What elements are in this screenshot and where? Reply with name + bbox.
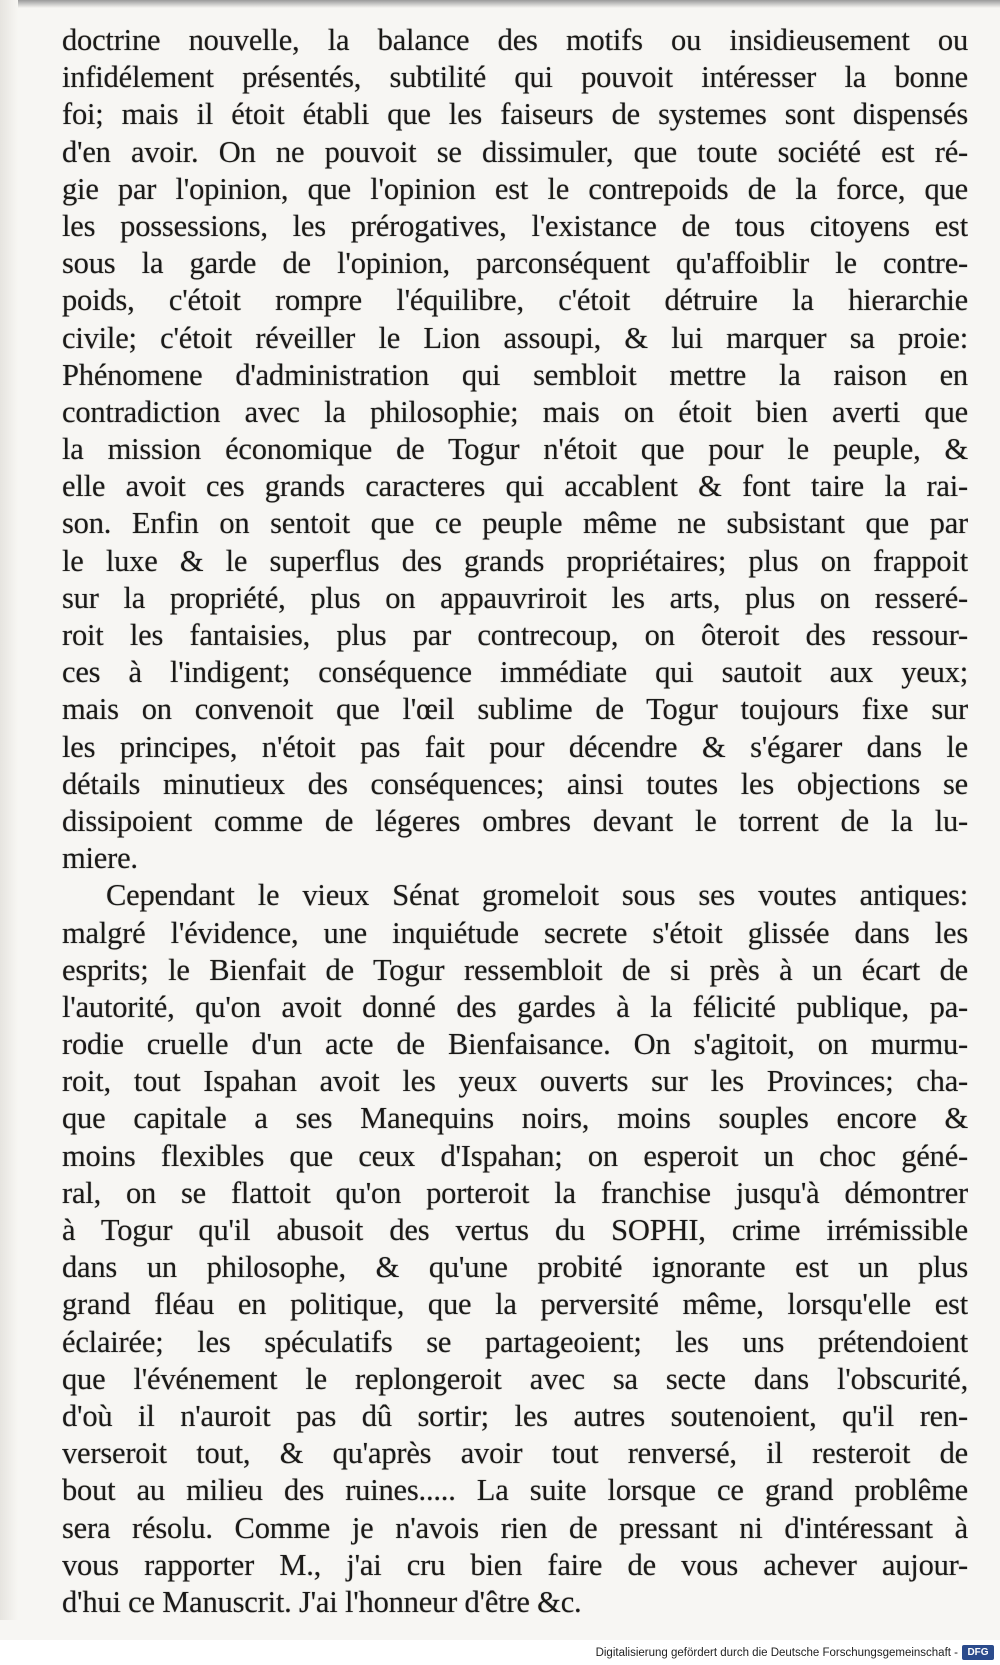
text-line: d'en avoir. On ne pouvoit se dissimuler, que toute société est ré- [62,134,968,169]
text-line: ral, on se flattoit qu'on porteroit la franchise jusqu'à démontrer [62,1175,968,1210]
text-line: vous rapporter M., j'ai cru bien faire de vous achever aujour- [62,1547,968,1582]
text-line: dans un philosophe, & qu'une probité ignorante est un plus [62,1250,968,1285]
text-line: son. Enfin on sentoit que ce peuple même ne subsistant que par [62,506,968,541]
page-left-edge [0,0,18,1620]
text-line: rodie cruelle d'un acte de Bienfaisance. On s'agitoit, on murmu- [62,1027,968,1062]
text-line: malgré l'évidence, une inquiétude secrete s'étoit glissée dans les [62,915,968,950]
text-line: l'autorité, qu'on avoit donné des gardes à la félicité publique, pa- [62,989,968,1024]
text-line: sur la propriété, plus on appauvriroit les arts, plus on resseré- [62,580,968,615]
text-line: les possessions, les prérogatives, l'existance de tous citoyens est [62,208,968,243]
text-line: sera résolu. Comme je n'avois rien de pressant ni d'intéressant à [62,1510,968,1545]
text-line: esprits; le Bienfait de Togur ressembloit de si près à un écart de [62,952,968,987]
text-line: elle avoit ces grands caracteres qui accablent & font taire la rai- [62,469,968,504]
text-line: à Togur qu'il abusoit des vertus du SOPHI, crime irrémissible [62,1213,968,1247]
text-line: foi; mais il étoit établi que les faiseurs de systemes sont dispensés [62,97,968,132]
text-line: la mission économique de Togur n'étoit que pour le peuple, & [62,432,968,467]
text-line: doctrine nouvelle, la balance des motifs ou insidieusement ou [62,23,968,57]
page-top-edge [0,0,1000,8]
text-line: roit les fantaisies, plus par contrecoup, on ôteroit des ressour- [62,618,968,652]
text-line: le luxe & le superflus des grands propriétaires; plus on frappoit [62,543,968,578]
text-line: éclairée; les spéculatifs se partageoient; les uns prétendoient [62,1324,968,1359]
text-line: dissipoient comme de légeres ombres devant le torrent de la lu- [62,803,968,838]
text-line: Phénomene d'administration qui sembloit mettre la raison en [62,357,968,392]
text-line: miere. [62,841,138,876]
text-line: mais on convenoit que l'œil sublime de Togur toujours fixe sur [62,692,968,727]
text-line: d'où il n'auroit pas dû sortir; les autres soutenoient, qu'il ren- [62,1398,968,1433]
dfg-logo: DFG [962,1645,994,1660]
text-line: Cependant le vieux Sénat gromeloit sous ses voutes antiques: [106,878,968,913]
text-line: infidélement présentés, subtilité qui pouvoit intéresser la bonne [62,60,968,95]
text-line: grand fléau en politique, que la perversité même, lorsqu'elle est [62,1287,968,1322]
text-line: détails minutieux des conséquences; ainsi toutes les objections se [62,766,968,801]
text-line: que capitale a ses Manequins noirs, moins souples encore & [62,1101,968,1136]
text-line: civile; c'étoit réveiller le Lion assoupi, & lui marquer sa proie: [62,320,968,355]
text-line: que l'événement le replongeroit avec sa secte dans l'obscurité, [62,1361,968,1396]
text-line: verseroit tout, & qu'après avoir tout renversé, il resteroit de [62,1436,968,1471]
text-line: poids, c'étoit rompre l'équilibre, c'étoit détruire la hierarchie [62,283,968,318]
text-line: moins flexibles que ceux d'Ispahan; on esperoit un choc géné- [62,1138,968,1173]
footer-credit: Digitalisierung gefördert durch die Deutsche Forschungsgemeinschaft - [595,1647,958,1659]
text-line: bout au milieu des ruines..... La suite lorsque ce grand problême [62,1473,968,1508]
text-line: ces à l'indigent; conséquence immédiate qui sautoit aux yeux; [62,655,968,690]
text-line: d'hui ce Manuscrit. J'ai l'honneur d'être &c. [62,1584,582,1619]
text-line: gie par l'opinion, que l'opinion est le contrepoids de la force, que [62,171,968,206]
text-line: les principes, n'étoit pas fait pour décendre & s'égarer dans le [62,729,968,764]
text-line: sous la garde de l'opinion, parconséquent qu'affoiblir le contre- [62,246,968,281]
text-line: contradiction avec la philosophie; mais on étoit bien averti que [62,394,968,429]
text-line: roit, tout Ispahan avoit les yeux ouverts sur les Provinces; cha- [62,1064,968,1099]
body-text [62,22,968,1621]
